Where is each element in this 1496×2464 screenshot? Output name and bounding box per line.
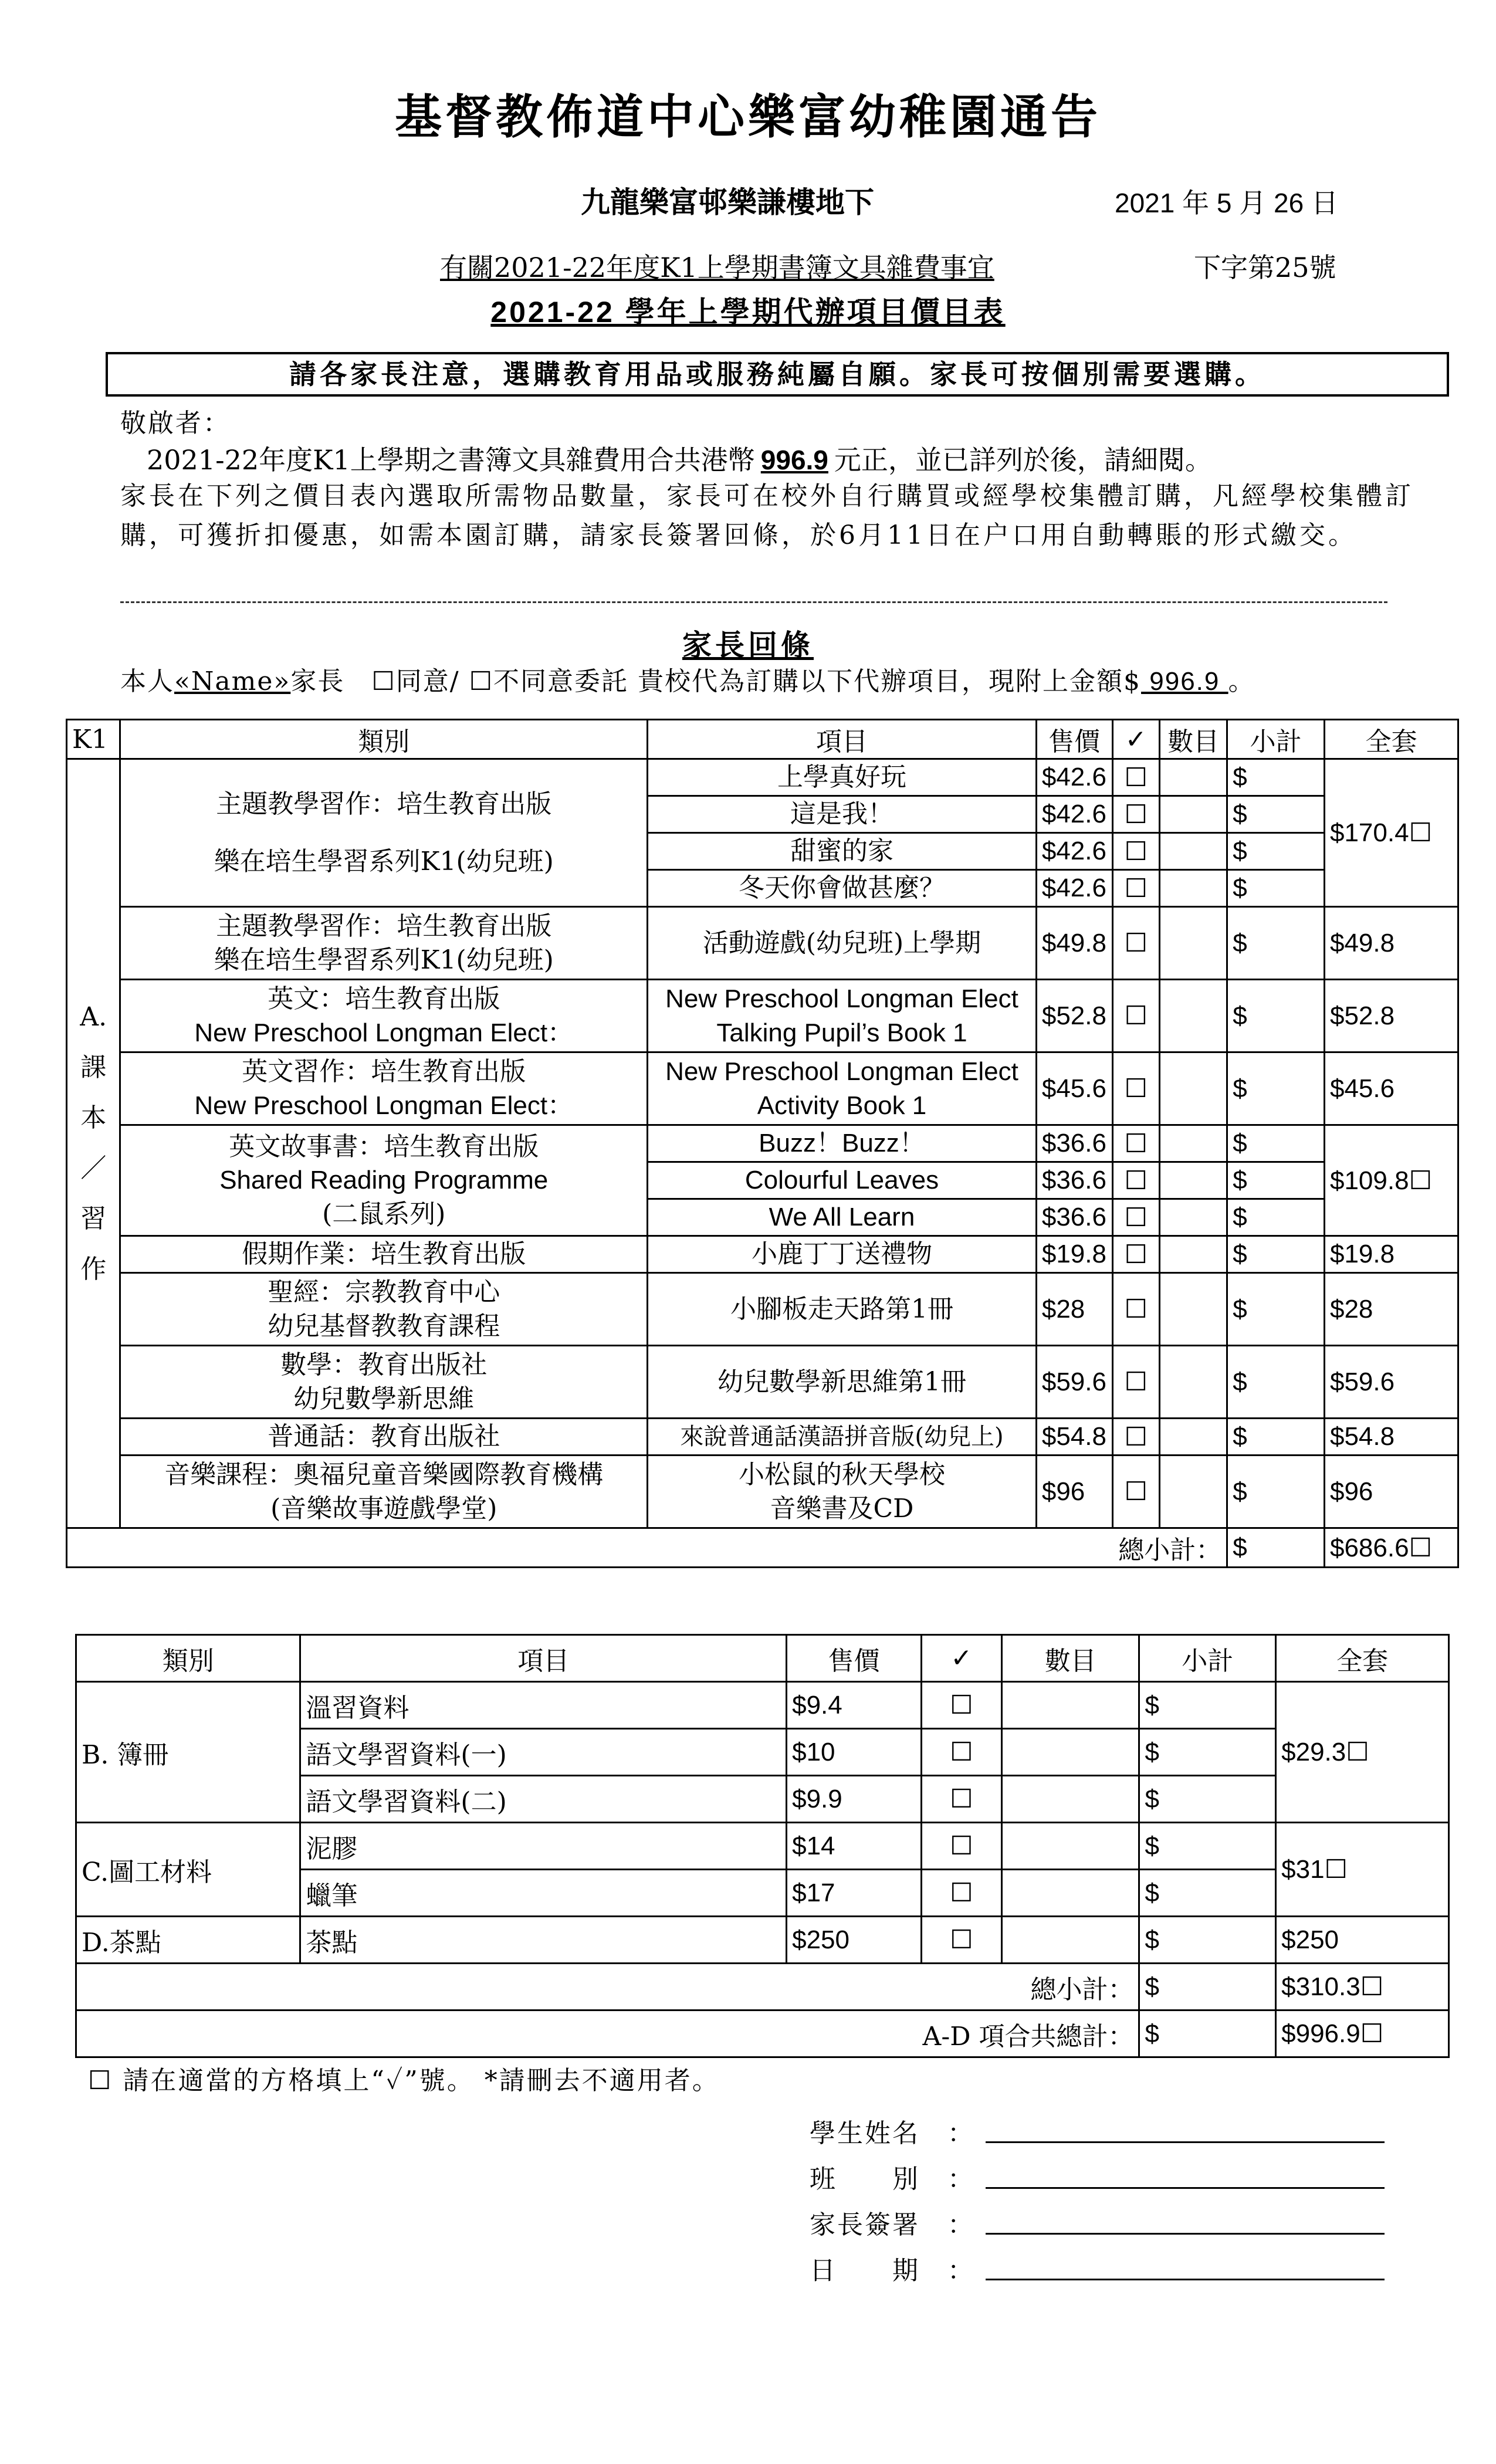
item-name-line: 小松鼠的秋天學校 [738,1460,945,1490]
set-price: $109.8☐ [1324,1125,1458,1236]
item-category [120,1419,648,1456]
item-name-line-2: Activity Book 1 [757,1091,927,1120]
subtotal-cell: $ [1227,1125,1325,1162]
supplies-price-table [75,1634,1450,2058]
quantity-cell[interactable] [1159,1419,1227,1456]
item-name-line: We All Learn [769,1203,915,1232]
item-category [120,1052,648,1125]
item-name [648,1346,1037,1419]
item-name [648,1125,1037,1162]
category-line: 英文：培生教育出版 [268,984,500,1014]
quantity-cell[interactable] [1159,1199,1227,1236]
quantity-cell[interactable] [1159,907,1227,980]
set-price: $96 [1324,1456,1458,1528]
item-name-line: Colourful Leaves [744,1166,939,1195]
quantity-cell[interactable] [1159,759,1227,796]
item-name-line: 小腳板走天路第1冊 [730,1294,953,1324]
item-price: $10 [787,1729,922,1776]
column-header: 類別 [120,720,648,759]
item-price: $59.6 [1036,1346,1112,1419]
quantity-cell[interactable] [1001,1776,1139,1823]
quantity-cell[interactable] [1001,1729,1139,1776]
subtotal-cell: $ [1227,1236,1325,1273]
item-price: $36.6 [1036,1125,1112,1162]
column-header: ✓ [921,1635,1001,1682]
page-title: 基督教佈道中心樂富幼稚園通告 [395,89,1101,144]
item-name-line-2: Talking Pupil’s Book 1 [716,1018,967,1047]
quantity-cell[interactable] [1159,1273,1227,1346]
table-row [76,1823,1449,1870]
notice-date: 2021 年 5 月 26 日 [1115,188,1338,218]
column-header: ✓ [1112,720,1159,759]
select-checkbox[interactable]: ☐ [921,1729,1001,1776]
item-category [120,1456,648,1528]
item-category [120,907,648,980]
category-a-char: 課 [80,1052,107,1082]
subtotal-cell: $ [1227,1273,1325,1346]
total-value: $686.6☐ [1324,1528,1458,1568]
column-header: 售價 [787,1635,922,1682]
table-row [67,759,1458,796]
set-price: $19.8 [1324,1236,1458,1273]
total-label: 總小計： [67,1528,1227,1568]
item-name [648,1199,1037,1236]
item-name-line: Buzz！Buzz！ [759,1129,925,1158]
subtotal-label: 總小計： [76,1964,1139,2011]
quantity-cell[interactable] [1159,1346,1227,1419]
category-a-char: 本 [80,1103,107,1133]
table-row [67,1346,1458,1419]
item-name: 泥膠 [300,1823,787,1870]
item-category [120,1346,648,1419]
subtotal-cell: $ [1139,1682,1276,1729]
subtotal-cell: $ [1227,1052,1325,1125]
category-line: 幼兒數學新思維 [293,1383,475,1414]
category-line: 普通話：教育出版社 [268,1421,500,1452]
quantity-cell[interactable] [1001,1870,1139,1917]
notice-subject: 有關2021-22年度K1上學期書簿文具雜費事宜 [440,252,994,283]
signature-label: 家長簽署 ： [810,2210,975,2240]
item-name [648,1419,1037,1456]
quantity-cell[interactable] [1159,1125,1227,1162]
table-row [67,1236,1458,1273]
item-price: $42.6 [1036,833,1112,870]
category-line: Shared Reading Programme [219,1166,549,1195]
item-name: 語文學習資料(二) [300,1776,787,1823]
category-a-char: 習 [80,1204,107,1234]
item-name [648,1162,1037,1199]
reply-slip-title: 家長回條 [682,628,814,662]
table-row [67,1125,1458,1162]
item-price: $19.8 [1036,1236,1112,1273]
item-name [648,1273,1037,1346]
table-row [76,1682,1449,1729]
subtotal-cell: $ [1227,1199,1325,1236]
signature-input-line[interactable] [986,2233,1385,2235]
signature-label: 班 別 ： [810,2164,975,2194]
item-name-line: 這是我！ [790,799,893,830]
select-checkbox[interactable]: ☐ [921,1776,1001,1823]
subtotal-cell: $ [1227,759,1325,796]
item-category [120,1236,648,1273]
quantity-cell[interactable] [1159,1052,1227,1125]
item-name: 語文學習資料(一) [300,1729,787,1776]
cut-line-divider [120,601,1387,603]
select-checkbox[interactable]: ☐ [1112,1125,1159,1162]
item-name: 茶點 [300,1917,787,1964]
select-checkbox[interactable]: ☐ [1112,1419,1159,1456]
item-name [648,1052,1037,1125]
item-name [648,870,1037,907]
signature-input-line[interactable] [986,2187,1385,2189]
item-name-line: New Preschool Longman Elect [665,984,1018,1014]
set-price: $31☐ [1276,1823,1449,1917]
subtotal-cell: $ [1139,1823,1276,1870]
category-line: 假期作業：培生教育出版 [242,1239,526,1270]
item-price: $36.6 [1036,1162,1112,1199]
column-header: 數目 [1159,720,1227,759]
set-price: $250 [1276,1917,1449,1964]
category-a-char: A. [80,1002,107,1032]
category-line: 音樂課程：奧福兒童音樂國際教育機構 [164,1460,604,1490]
category-line: 樂在培生學習系列K1(幼兒班) [214,846,554,876]
category-line: 樂在培生學習系列K1(幼兒班) [214,945,554,975]
table-row [67,1273,1458,1346]
item-price: $14 [787,1823,922,1870]
item-price: $42.6 [1036,759,1112,796]
select-checkbox[interactable]: ☐ [1112,796,1159,833]
quantity-cell[interactable] [1001,1917,1139,1964]
total-dollar: $ [1227,1528,1325,1568]
quantity-cell[interactable] [1159,1162,1227,1199]
item-name-line: 小鹿丁丁送禮物 [751,1239,932,1270]
signature-label: 日 期 ： [810,2256,975,2286]
item-name [648,759,1037,796]
select-checkbox[interactable]: ☐ [1112,1346,1159,1419]
column-header: 項目 [648,720,1037,759]
item-price: $9.9 [787,1776,922,1823]
item-price: $96 [1036,1456,1112,1528]
item-name-line-2: 音樂書及CD [770,1493,914,1524]
select-checkbox[interactable]: ☐ [921,1682,1001,1729]
item-name-line: 幼兒數學新思維第1冊 [717,1366,966,1397]
subtotal-cell: $ [1227,833,1325,870]
select-checkbox[interactable]: ☐ [1112,1199,1159,1236]
voluntary-notice-box: 請各家長注意，選購教育用品或服務純屬自願。家長可按個別需要選購。 [106,352,1449,397]
category-line: (音樂故事遊戲學堂) [270,1493,497,1524]
grand-total-label: A-D 項合共總計： [76,2011,1139,2057]
set-price: $49.8 [1324,907,1458,980]
subtotal-cell: $ [1227,980,1325,1052]
parent-name-field: «Name» [174,666,291,696]
item-category [120,1125,648,1236]
item-category [120,1273,648,1346]
select-checkbox[interactable]: ☐ [1112,833,1159,870]
category-a-char: 作 [80,1254,107,1284]
item-price: $42.6 [1036,870,1112,907]
signature-label: 學生姓名 ： [810,2118,975,2148]
total-amount: 996.9 [760,445,828,475]
quantity-cell[interactable] [1001,1823,1139,1870]
select-checkbox[interactable]: ☐ [1112,1273,1159,1346]
subtotal-cell: $ [1139,1776,1276,1823]
item-name [648,796,1037,833]
item-price: $17 [787,1870,922,1917]
table-row [67,980,1458,1052]
subtotal-cell: $ [1227,1456,1325,1528]
category-line: New Preschool Longman Elect： [194,1018,574,1047]
item-category: C.圖工材料 [76,1823,300,1917]
category-line: (二鼠系列) [322,1199,446,1229]
quantity-cell[interactable] [1159,980,1227,1052]
item-name-line: 甜蜜的家 [790,836,893,867]
select-checkbox[interactable]: ☐ [1112,1162,1159,1199]
subtotal-cell: $ [1227,1419,1325,1456]
item-name: 蠟筆 [300,1870,787,1917]
subtotal-value: $310.3☐ [1276,1964,1449,2011]
category-line: New Preschool Longman Elect： [194,1091,574,1120]
item-name [648,980,1037,1052]
quantity-cell[interactable] [1159,870,1227,907]
item-price: $28 [1036,1273,1112,1346]
select-checkbox[interactable]: ☐ [1112,759,1159,796]
column-header: 全套 [1324,720,1458,759]
quantity-cell[interactable] [1159,796,1227,833]
column-header: 小計 [1139,1635,1276,1682]
grand-total-value: $996.9☐ [1276,2011,1449,2057]
item-name-line: 上學真好玩 [777,762,906,793]
table-header-row [76,1635,1449,1682]
subtotal-cell: $ [1227,1346,1325,1419]
category-line: 數學：教育出版社 [280,1350,488,1380]
letter-paragraph-1: 2021-22年度K1上學期之書簿文具雜費用合共港幣 996.9 元正，並已詳列於後，請細閱。 [147,444,1212,476]
letter-paragraph-2: 家長在下列之價目表內選取所需物品數量，家長可在校外自行購買或經學校集體訂購，凡經學校集體訂購，可獲折扣優惠，如需本園訂購，請家長簽署回條，於6月11日在户口用自動轉賬的形式繳交。 [120,481,1414,550]
select-checkbox[interactable]: ☐ [1112,1052,1159,1125]
set-price: $28 [1324,1273,1458,1346]
quantity-cell[interactable] [1001,1682,1139,1729]
select-checkbox[interactable]: ☐ [1112,1236,1159,1273]
select-checkbox[interactable]: ☐ [921,1870,1001,1917]
category-line: 英文習作：培生教育出版 [242,1057,526,1087]
subtotal-cell: $ [1227,870,1325,907]
grand-total-dollar: $ [1139,2011,1276,2057]
select-checkbox[interactable]: ☐ [1112,907,1159,980]
item-name-line: 活動遊戲(幼兒班)上學期 [702,928,981,958]
set-price: $29.3☐ [1276,1682,1449,1823]
item-name-line: 冬天你會做甚麼？ [738,873,945,903]
item-name-line: New Preschool Longman Elect [665,1057,1018,1087]
subtotal-cell: $ [1227,907,1325,980]
column-header: 項目 [300,1635,787,1682]
set-price: $52.8 [1324,980,1458,1052]
salutation: 敬啟者： [120,408,231,438]
item-category: B. 簿冊 [76,1682,300,1823]
reply-amount: 996.9 [1141,667,1228,696]
item-name [648,1456,1037,1528]
table-row [76,1917,1449,1964]
select-checkbox[interactable]: ☐ [1112,870,1159,907]
item-name [648,833,1037,870]
signature-input-line[interactable] [986,2279,1385,2280]
subtotal-dollar: $ [1139,1964,1276,2011]
school-address: 九龍樂富邨樂謙樓地下 [581,185,874,219]
item-price: $9.4 [787,1682,922,1729]
item-price: $54.8 [1036,1419,1112,1456]
subtotal-cell: $ [1227,796,1325,833]
column-header: 售價 [1036,720,1112,759]
item-price: $49.8 [1036,907,1112,980]
select-checkbox[interactable]: ☐ [1112,1456,1159,1528]
category-line: 主題教學習作：培生教育出版 [216,789,552,820]
subtotal-cell: $ [1139,1729,1276,1776]
item-name-line: 來說普通話漢語拼音版(幼兒上) [680,1423,1004,1450]
price-list-title: 2021-22 學年上學期代辦項目價目表 [490,296,1006,329]
table-row [67,1052,1458,1125]
subtotal-row [76,1964,1449,2011]
item-category [120,980,648,1052]
set-price: $54.8 [1324,1419,1458,1456]
column-header: 小計 [1227,720,1325,759]
table-row [67,1456,1458,1528]
set-price: $45.6 [1324,1052,1458,1125]
category-line: 聖經：宗教教育中心 [268,1277,500,1308]
item-price: $52.8 [1036,980,1112,1052]
subtotal-cell: $ [1227,1162,1325,1199]
item-price: $36.6 [1036,1199,1112,1236]
grand-total-row [76,2011,1449,2057]
reply-consent-line: 本人«Name»家長 ☐同意/ ☐不同意委託 貴校代為訂購以下代辦項目，現附上金額$ 996.9 。 [120,666,1255,696]
select-checkbox[interactable]: ☐ [921,1823,1001,1870]
category-a-char: ／ [80,1153,107,1183]
column-header: K1 [67,720,120,759]
table-row [67,1419,1458,1456]
item-price: $250 [787,1917,922,1964]
textbook-price-table [66,719,1459,1568]
category-line: 主題教學習作：培生教育出版 [216,911,552,942]
total-row [67,1528,1458,1568]
subtotal-cell: $ [1139,1870,1276,1917]
item-name [648,907,1037,980]
quantity-cell[interactable] [1159,1456,1227,1528]
reference-number: 下字第25號 [1194,252,1336,283]
category-a-vertical-label [67,759,120,1528]
quantity-cell[interactable] [1159,833,1227,870]
column-header: 數目 [1001,1635,1139,1682]
category-line: 幼兒基督教教育課程 [268,1311,500,1341]
signature-input-line[interactable] [986,2141,1385,2143]
column-header: 全套 [1276,1635,1449,1682]
item-name [648,1236,1037,1273]
subtotal-cell: $ [1139,1917,1276,1964]
set-price: $59.6 [1324,1346,1458,1419]
footnote: ☐ 請在適當的方格填上“✓”號。 *請刪去不適用者。 [88,2066,720,2096]
select-checkbox[interactable]: ☐ [921,1917,1001,1964]
column-header: 類別 [76,1635,300,1682]
item-category: D.茶點 [76,1917,300,1964]
category-line: 英文故事書：培生教育出版 [229,1132,539,1162]
set-price: $170.4☐ [1324,759,1458,907]
item-price: $45.6 [1036,1052,1112,1125]
quantity-cell[interactable] [1159,1236,1227,1273]
item-name: 溫習資料 [300,1682,787,1729]
table-row [67,907,1458,980]
select-checkbox[interactable]: ☐ [1112,980,1159,1052]
table-header-row [67,720,1458,759]
item-category [120,759,648,907]
item-price: $42.6 [1036,796,1112,833]
